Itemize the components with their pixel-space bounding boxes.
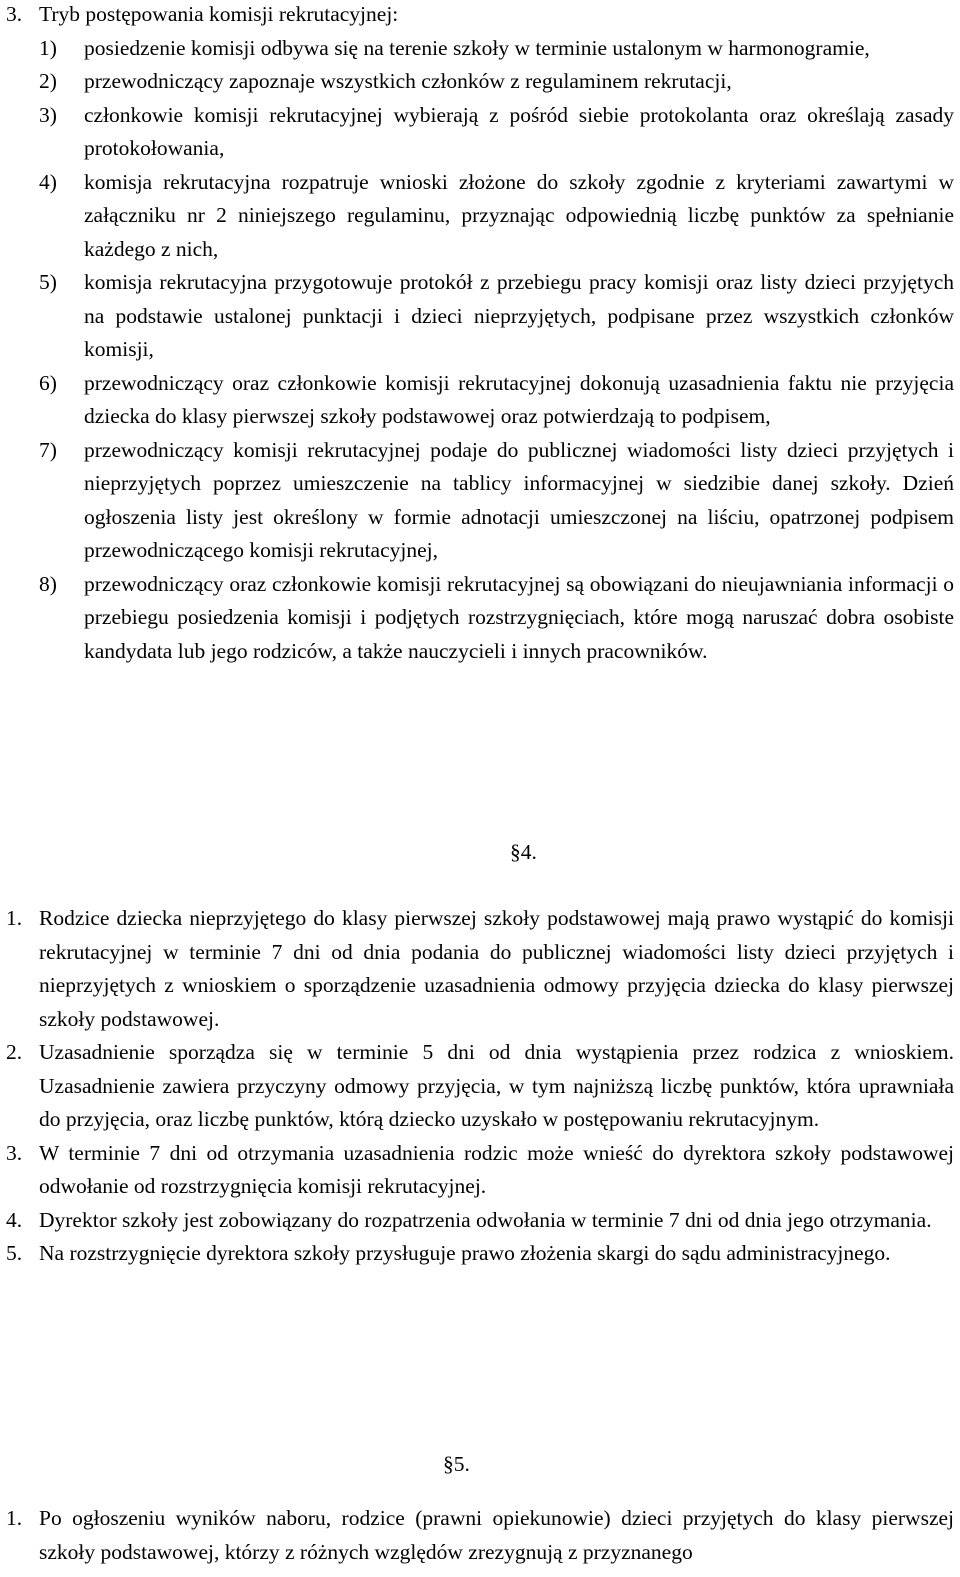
- list-item-number: 3): [39, 102, 57, 127]
- paragraph-number: 5.: [6, 1241, 23, 1265]
- list-item: [39, 266, 954, 367]
- paragraph-number: 1.: [6, 906, 23, 930]
- list-item-number: 1): [39, 35, 57, 60]
- paragraph-text: Dyrektor szkoły jest zobowiązany do rozpatrzenia odwołania w terminie 7 dni od dnia jego otrzymania.: [39, 1207, 932, 1232]
- paragraph-number: 4.: [6, 1207, 23, 1232]
- list-item-number: 8): [39, 571, 57, 596]
- list-item-text: przewodniczący oraz członkowie komisji rekrutacyjnej są obowiązani do nieujawniania informacji o przebiegu posiedzenia komisji i podjętych rozstrzygnięciach, które mogą naruszać dobra osobiste kandydata lub jego rodziców, a także nauczycieli i innych pracowników.: [84, 571, 954, 663]
- section-4-list: [6, 902, 954, 1271]
- list-item: [39, 166, 954, 267]
- procedure-heading-row: [6, 0, 954, 32]
- section-4-heading: §4.: [510, 840, 537, 864]
- list-item: [39, 65, 954, 99]
- paragraph-item: [6, 902, 954, 1036]
- list-item: [39, 367, 954, 434]
- paragraph-item: [6, 1237, 954, 1271]
- list-item-number: 4): [39, 169, 57, 194]
- paragraph-item: [6, 1036, 954, 1137]
- list-item-text: komisja rekrutacyjna przygotowuje protokół z przebiegu pracy komisji oraz listy dzieci przyjętych na podstawie ustalonej punktacji i dzieci nieprzyjętych, podpisane przez wszystkich członków komisji,: [84, 270, 954, 361]
- list-item-number: 7): [39, 437, 57, 462]
- list-item-number: 5): [39, 270, 57, 294]
- list-item: [39, 32, 954, 66]
- procedure-list: [39, 32, 954, 669]
- list-item-number: 6): [39, 370, 57, 395]
- paragraph-item: [6, 1502, 954, 1569]
- list-item-text: posiedzenie komisji odbywa się na terenie szkoły w terminie ustalonym w harmonogramie,: [84, 35, 870, 60]
- paragraph-number: 1.: [6, 1506, 23, 1530]
- section-5-heading: §5.: [443, 1452, 470, 1476]
- procedure-section: [6, 0, 954, 668]
- paragraph-item: [6, 1137, 954, 1204]
- list-item-text: członkowie komisji rekrutacyjnej wybierają z pośród siebie protokolanta oraz określają zasady protokołowania,: [84, 102, 954, 160]
- paragraph-text: Na rozstrzygnięcie dyrektora szkoły przysługuje prawo złożenia skargi do sądu administracyjnego.: [39, 1241, 891, 1265]
- list-item-number: 2): [39, 69, 57, 93]
- paragraph-number: 3.: [6, 1140, 23, 1165]
- section-5-list: [6, 1502, 954, 1569]
- list-item: [39, 99, 954, 166]
- paragraph-item: [6, 1204, 954, 1238]
- list-item-text: komisja rekrutacyjna rozpatruje wnioski złożone do szkoły zgodnie z kryteriami zawartymi w załączniku nr 2 niniejszego regulaminu, przyznając odpowiednią liczbę punktów za spełnianie każdego z nich,: [84, 169, 954, 261]
- list-item-text: przewodniczący zapoznaje wszystkich członków z regulaminem rekrutacji,: [84, 69, 732, 93]
- list-item: [39, 434, 954, 568]
- list-item-text: przewodniczący oraz członkowie komisji rekrutacyjnej dokonują uzasadnienia faktu nie przyjęcia dziecka do klasy pierwszej szkoły podstawowej oraz potwierdzają to podpisem,: [84, 370, 954, 428]
- paragraph-text: Po ogłoszeniu wyników naboru, rodzice (prawni opiekunowie) dzieci przyjętych do klasy pierwszej szkoły podstawowej, którzy z różnych względów zrezygnują z przyznanego: [39, 1506, 954, 1564]
- paragraph-text: W terminie 7 dni od otrzymania uzasadnienia rodzic może wnieść do dyrektora szkoły podstawowej odwołanie od rozstrzygnięcia komisji rekrutacyjnej.: [39, 1140, 954, 1198]
- list-item: [39, 568, 954, 669]
- paragraph-text: Uzasadnienie sporządza się w terminie 5 dni od dnia wystąpienia przez rodzica z wnioskiem. Uzasadnienie zawiera przyczyny odmowy przyjęcia, w tym najniższą liczbę punktów, która uprawniała do przyjęcia, oraz liczbę punktów, którą dziecko uzyskało w postępowaniu rekrutacyjnym.: [39, 1040, 954, 1131]
- procedure-number: 3.: [6, 2, 23, 26]
- paragraph-number: 2.: [6, 1040, 23, 1064]
- procedure-heading: Tryb postępowania komisji rekrutacyjnej:: [39, 2, 399, 26]
- paragraph-text: Rodzice dziecka nieprzyjętego do klasy pierwszej szkoły podstawowej mają prawo wystąpić do komisji rekrutacyjnej w terminie 7 dni od dnia podania do publicznej wiadomości listy dzieci przyjętych i nieprzyjętych z wnioskiem o sporządzenie uzasadnienia odmowy przyjęcia dziecka do klasy pierwszej szkoły podstawowej.: [39, 906, 954, 1031]
- list-item-text: przewodniczący komisji rekrutacyjnej podaje do publicznej wiadomości listy dzieci przyjętych i nieprzyjętych poprzez umieszczenie na tablicy informacyjnej w siedzibie danej szkoły. Dzień ogłoszenia listy jest określony w formie adnotacji umieszczonej na liściu, opatrzonej podpisem przewodniczącego komisji rekrutacyjnej,: [84, 437, 954, 562]
